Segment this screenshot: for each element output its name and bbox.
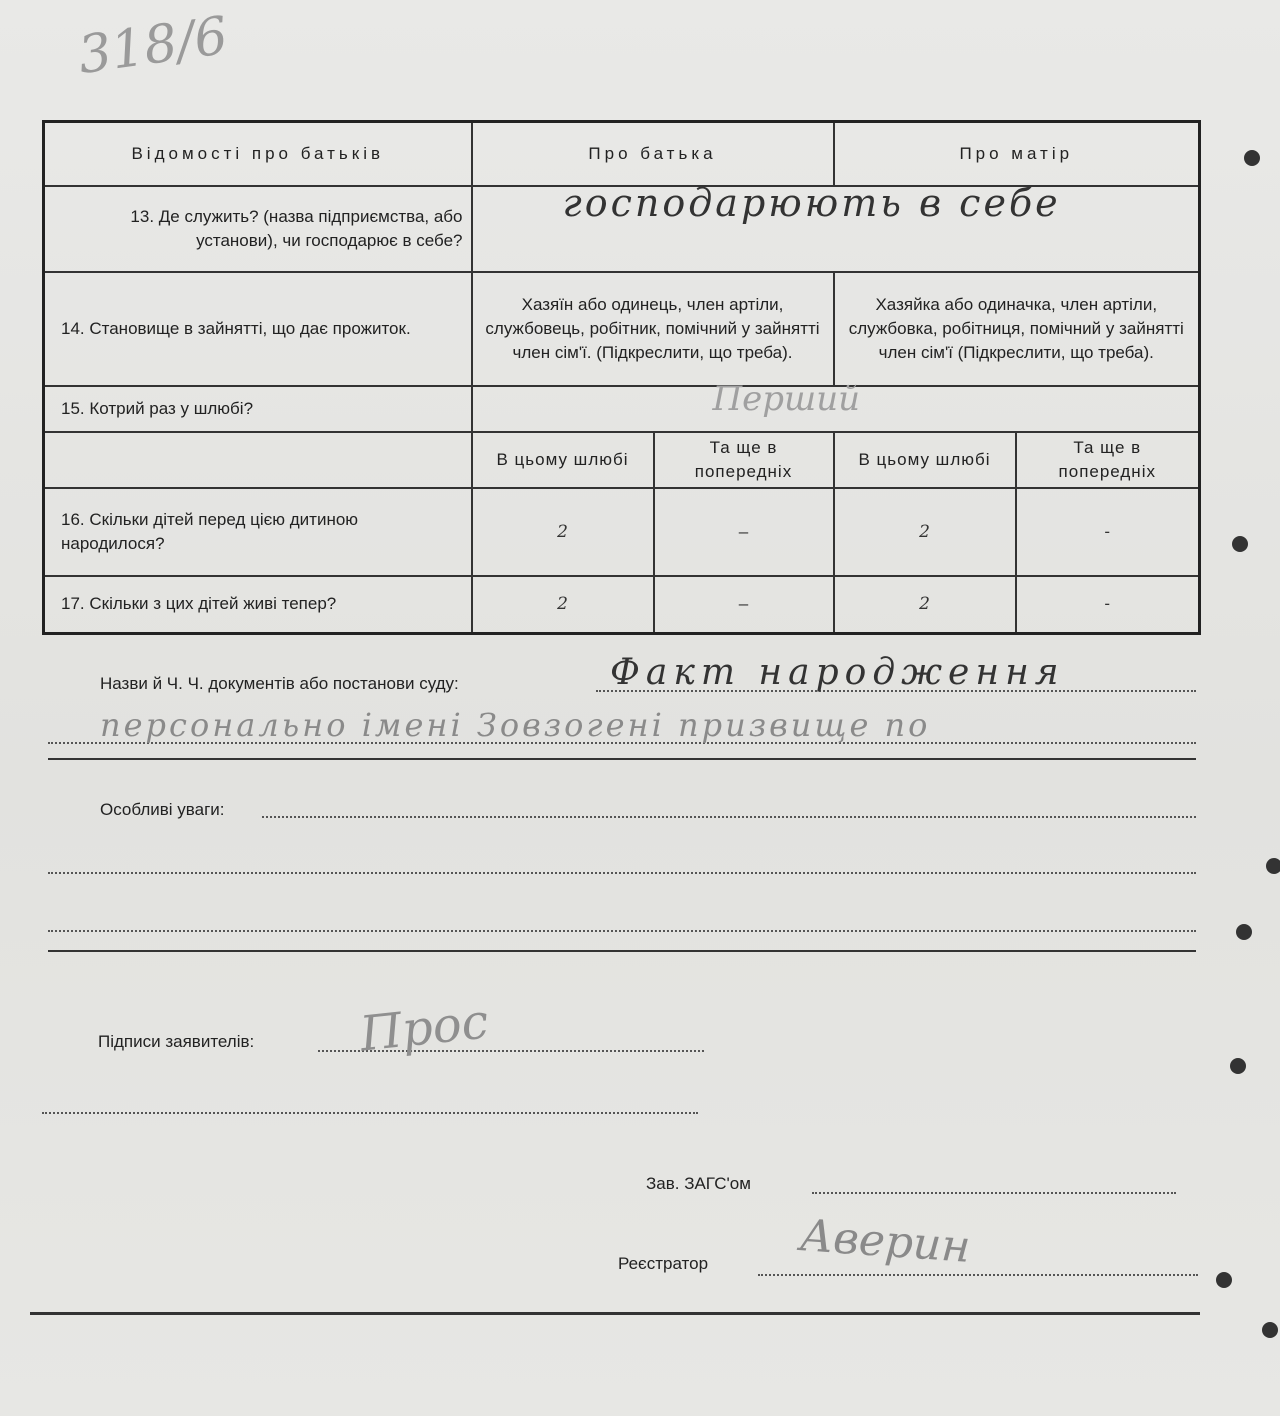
q16-row [44, 488, 1200, 576]
q16-father-current: 2 [472, 488, 654, 576]
documents-divider [48, 758, 1196, 760]
page-number: 318/6 [74, 5, 232, 87]
subheader-empty-cell [44, 432, 472, 488]
header-parents-info: Відомості про батьків [44, 122, 472, 186]
bottom-divider [30, 1312, 1200, 1315]
q15-label: 15. Котрий раз у шлюбі? [44, 386, 472, 432]
zags-head-label: Зав. ЗАГС'ом [646, 1174, 751, 1193]
q16-father-previous: – [654, 488, 834, 576]
remarks-line-2 [48, 872, 1196, 874]
subheader-father-current: В цьому шлюбі [472, 432, 654, 488]
punch-hole [1232, 536, 1248, 552]
remarks-line-3 [48, 930, 1196, 932]
applicants-signature-line-2 [42, 1112, 698, 1114]
punch-hole [1230, 1058, 1246, 1074]
parents-info-table [42, 120, 1201, 635]
applicants-signature-label: Підписи заявителів: [98, 1032, 255, 1051]
subheader-father-previous: Та ще в попередніх [654, 432, 834, 488]
q16-mother-current: 2 [834, 488, 1016, 576]
punch-hole [1244, 150, 1260, 166]
q14-label: 14. Становище в зайнятті, що дає прожиток. [44, 272, 472, 386]
q13-answer: господарюють в себе [562, 180, 1061, 225]
q17-father-previous: – [654, 576, 834, 634]
q17-father-current: 2 [472, 576, 654, 634]
q17-label: 17. Скільки з цих дітей живі тепер? [44, 576, 472, 634]
q17-mother-current: 2 [834, 576, 1016, 634]
q15-answer: Перший [712, 378, 861, 419]
q15-row [44, 386, 1200, 432]
q13-label: 13. Де служить? (назва підприємства, або установи), чи господарює в себе? [44, 186, 472, 272]
applicants-signature: Прос [357, 993, 491, 1063]
q17-mother-previous: - [1016, 576, 1200, 634]
q16-mother-previous: - [1016, 488, 1200, 576]
q14-mother-options: Хазяйка або одиначка, член артіли, службовка, робітниця, помічний у зайнятті член сім'ї (Підкреслити, що треба). [834, 272, 1200, 386]
subheader-mother-previous: Та ще в попередніх [1016, 432, 1200, 488]
table-header-row [44, 122, 1200, 186]
q13-answer-cell [472, 180, 1200, 272]
subheader-mother-current: В цьому шлюбі [834, 432, 1016, 488]
registrar-line [758, 1274, 1198, 1276]
documents-handwritten-2: персонально імені Зовзогені призвище по [100, 706, 931, 744]
q14-row [44, 272, 1200, 386]
remarks-label: Особливі уваги: [100, 800, 225, 819]
remarks-divider [48, 950, 1196, 952]
q16-label: 16. Скільки дітей перед цією дитиною народилося? [44, 488, 472, 576]
punch-hole [1236, 924, 1252, 940]
q17-row [44, 576, 1200, 634]
q15-answer-cell [472, 378, 1200, 432]
registrar-label: Реєстратор [618, 1254, 709, 1273]
documents-label: Назви й Ч. Ч. документів або постанови суду: [100, 674, 459, 693]
q13-row [44, 186, 1200, 272]
documents-handwritten-1: Факт народження [610, 652, 1065, 693]
header-mother: Про матір [834, 122, 1200, 186]
q14-father-options: Хазяїн або одинець, член артіли, службовець, робітник, помічний у зайнятті член сім'ї. (Підкреслити, що треба). [472, 272, 834, 386]
punch-hole [1266, 858, 1280, 874]
registrar-signature: Аверин [798, 1210, 973, 1273]
punch-hole [1216, 1272, 1232, 1288]
children-subheader-row [44, 432, 1200, 488]
zags-head-line [812, 1192, 1176, 1194]
punch-hole [1262, 1322, 1278, 1338]
header-father: Про батька [472, 122, 834, 186]
remarks-line-1 [262, 816, 1196, 818]
